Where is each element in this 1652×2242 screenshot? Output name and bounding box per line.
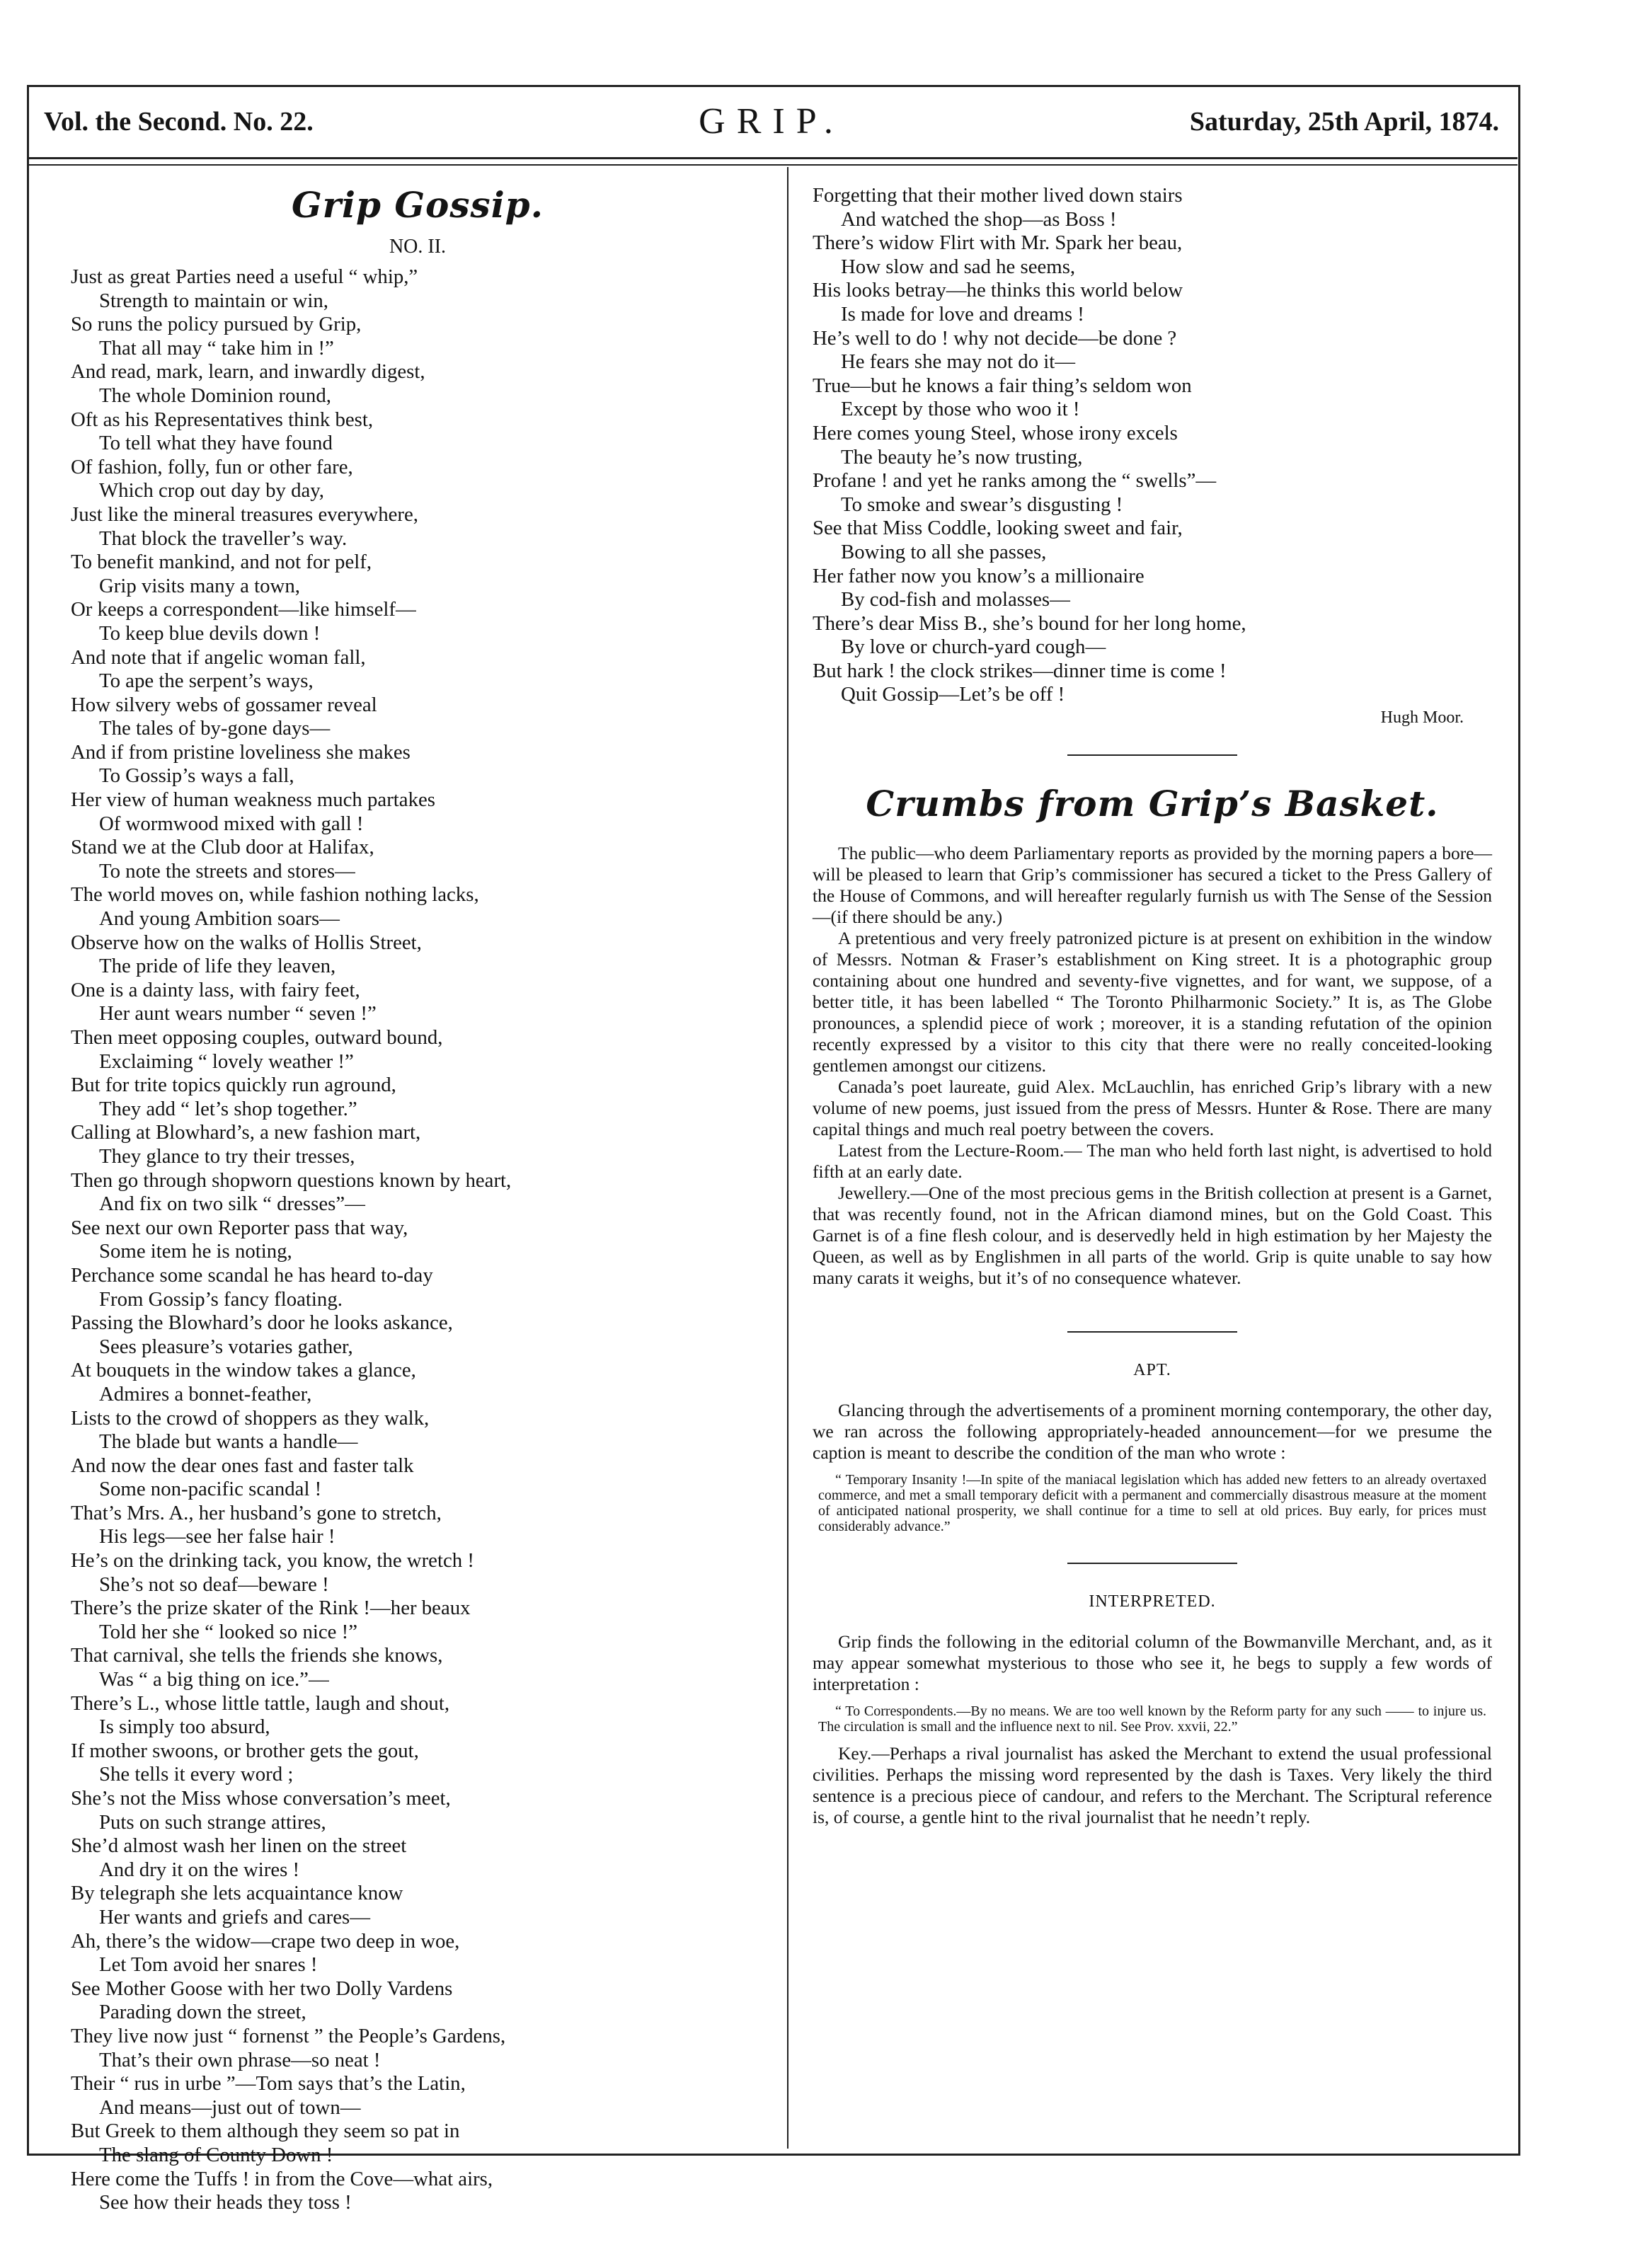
poem-line: Is simply too absurd,	[99, 1715, 270, 1739]
poem-line: To ape the serpent’s ways,	[99, 669, 314, 693]
interpreted-key: Key.—Perhaps a rival journalist has asked the Merchant to extend the usual professional civilities. Perhaps the missing word represented by the dash is Taxes. Very likely the third sentence is a precious piece of candour, and refers to the Merchant. The Scriptural reference is, of course, a gentle hint to the rival journalist that he needn’t reply.	[813, 1743, 1492, 1828]
crumbs-paragraph: The public—who deem Parliamentary reports as provided by the morning papers a bore—will be pleased to learn that Grip’s commissioner has secured a ticket to the Press Gallery of the House of Commons, and will hereafter regularly furnish us with The Sense of the Session—(if there should be any.)	[813, 843, 1492, 928]
poem-line: See that Miss Coddle, looking sweet and fair,	[813, 517, 1183, 540]
poem-line: Her view of human weakness much partakes	[71, 788, 435, 812]
poem-line: There’s widow Flirt with Mr. Spark her beau,	[813, 231, 1183, 255]
poem-line: So runs the policy pursued by Grip,	[71, 313, 362, 336]
section-heading-apt: APT.	[1133, 1361, 1171, 1380]
poem-line: To smoke and swear’s disgusting !	[841, 493, 1123, 516]
poem-line: How silvery webs of gossamer reveal	[71, 693, 377, 716]
poem-line: His legs—see her false hair !	[99, 1525, 335, 1548]
poem-line: Observe how on the walks of Hollis Street,	[71, 931, 422, 954]
poem-line: But hark ! the clock strikes—dinner time is come !	[813, 659, 1227, 682]
poem-line: Passing the Blowhard’s door he looks askance,	[71, 1311, 453, 1335]
poem-line: Ah, there’s the widow—crape two deep in woe,	[71, 1929, 460, 1953]
poem-line: Grip visits many a town,	[99, 574, 300, 597]
poem-line: To keep blue devils down !	[99, 621, 321, 645]
poem-line: Their “ rus in urbe ”—Tom says that’s the Latin,	[71, 2072, 466, 2096]
crumbs-body	[813, 843, 1492, 1289]
poem-line: She’s not so deaf—beware !	[99, 1573, 329, 1596]
poem-line: And note that if angelic woman fall,	[71, 645, 366, 669]
poem-line: To benefit mankind, and not for pelf,	[71, 551, 372, 574]
poem-line: Admires a bonnet-feather,	[99, 1382, 312, 1405]
poem-line: And read, mark, learn, and inwardly digest,	[71, 360, 425, 384]
left-column	[71, 184, 764, 2215]
poem-line: By love or church-yard cough—	[841, 636, 1106, 659]
poem-line: That block the traveller’s way.	[99, 527, 348, 550]
poem-line: The beauty he’s now trusting,	[841, 445, 1083, 468]
poem-line: Then go through shopworn questions known by heart,	[71, 1168, 512, 1192]
interpreted-paragraph: Grip finds the following in the editorial column of the Bowmanville Merchant, and, as it may appear somewhat mysterious to those who see it, he begs to supply a few words of interpretation :	[813, 1631, 1492, 1695]
poem-line: Is made for love and dreams !	[841, 302, 1084, 326]
poem-line: By telegraph she lets acquaintance know	[71, 1882, 403, 1905]
poem-line: To tell what they have found	[99, 432, 333, 455]
poem-line: Some non-pacific scandal !	[99, 1478, 322, 1501]
poem-line: At bouquets in the window takes a glance,	[71, 1359, 416, 1382]
poem-line: She’d almost wash her linen on the street	[71, 1834, 407, 1858]
poem-line: That all may “ take him in !”	[99, 336, 334, 360]
poem-line: Oft as his Representatives think best,	[71, 408, 374, 431]
poem-line: Strength to maintain or win,	[99, 289, 328, 312]
poem-line: There’s the prize skater of the Rink !—her beaux	[71, 1597, 471, 1620]
masthead	[28, 92, 1515, 149]
poem-line: That carnival, she tells the friends she knows,	[71, 1644, 443, 1667]
poem-line: That’s Mrs. A., her husband’s gone to stretch,	[71, 1501, 442, 1524]
poem-line: They glance to try their tresses,	[99, 1144, 355, 1168]
poem-line: True—but he knows a fair thing’s seldom won	[813, 374, 1192, 397]
interpreted-quote: “ To Correspondents.—By no means. We are too well known by the Reform party for any such —— to injure us. The circulation is small and the influence next to nil. See Prov. xxvii, 22.”	[818, 1703, 1486, 1735]
poem-line: The tales of by-gone days—	[99, 717, 331, 740]
poem-line: Of fashion, folly, fun or other fare,	[71, 455, 353, 478]
poem-line: How slow and sad he seems,	[841, 255, 1076, 278]
poem-line: She’s not the Miss whose conversation’s meet,	[71, 1787, 451, 1810]
poem-line: Stand we at the Club door at Halifax,	[71, 836, 374, 859]
poem-line: Just as great Parties need a useful “ whip,”	[71, 265, 418, 288]
poem-line: One is a dainty lass, with fairy feet,	[71, 978, 360, 1001]
column-divider	[787, 167, 788, 2149]
section-heading-interpreted: INTERPRETED.	[1089, 1592, 1216, 1611]
poem-line: There’s L., whose little tattle, laugh and shout,	[71, 1691, 450, 1715]
poem-line: And means—just out of town—	[99, 2096, 361, 2119]
poem-line: Just like the mineral treasures everywhere,	[71, 502, 418, 526]
poem-line: His looks betray—he thinks this world below	[813, 279, 1183, 302]
poem-line: Perchance some scandal he has heard to-day	[71, 1263, 433, 1287]
poem-line: The world moves on, while fashion nothing lacks,	[71, 883, 479, 907]
issue-date: Saturday, 25th April, 1874.	[1189, 107, 1499, 137]
poem-line: And fix on two silk “ dresses”—	[99, 1192, 365, 1216]
article-title-crumbs: Crumbs from Grip’s Basket.	[866, 783, 1439, 825]
poem-line: Profane ! and yet he ranks among the “ swells”—	[813, 469, 1217, 493]
poem-line: Puts on such strange attires,	[99, 1810, 326, 1834]
section-rule	[1067, 1563, 1237, 1564]
right-column	[813, 184, 1492, 1828]
poem-line: See how their heads they toss !	[99, 2191, 352, 2214]
poem-line: She tells it every word ;	[99, 1763, 294, 1786]
poem-gossip-part-2	[813, 184, 1492, 707]
poem-line: And young Ambition soars—	[99, 907, 340, 931]
poem-line: The blade but wants a handle—	[99, 1430, 358, 1454]
masthead-rule-inner	[28, 164, 1518, 166]
volume-number: Vol. the Second. No. 22.	[44, 107, 314, 137]
poem-line: They live now just “ fornenst ” the People’s Gardens,	[71, 2024, 506, 2047]
section-rule	[1067, 754, 1237, 756]
poem-line: Lists to the crowd of shoppers as they walk,	[71, 1406, 430, 1430]
poem-line: Exclaiming “ lovely weather !”	[99, 1050, 354, 1073]
poem-line: Then meet opposing couples, outward bound,	[71, 1026, 443, 1049]
poem-line: Told her she “ looked so nice !”	[99, 1620, 358, 1643]
poem-line: Except by those who woo it !	[841, 398, 1080, 421]
poem-line: See Mother Goose with her two Dolly Vardens	[71, 1977, 453, 2000]
poem-line: They add “ let’s shop together.”	[99, 1097, 357, 1120]
poem-line: See next our own Reporter pass that way,	[71, 1216, 408, 1239]
crumbs-paragraph: A pretentious and very freely patronized picture is at present on exhibition in the window of Messrs. Notman & Fraser’s establishment on King street. It is a photographic group containing about one hundred and seventy-five vignettes, and for want, we suppose, of a better title, it has been labelled “ The Toronto Philharmonic Society.” It is, as The Globe pronounces, a splendid piece of work ; moreover, it is a standing refutation of the opinion recently expressed by a visitor to this city that there were no really conceited-looking gentlemen amongst our citizens.	[813, 928, 1492, 1076]
poem-line: To note the streets and stores—	[99, 859, 355, 883]
poem-line: Calling at Blowhard’s, a new fashion mart,	[71, 1121, 421, 1144]
poem-line: If mother swoons, or brother gets the gout,	[71, 1739, 419, 1762]
section-rule	[1067, 1331, 1237, 1333]
poem-line: Quit Gossip—Let’s be off !	[841, 683, 1065, 706]
poem-line: And watched the shop—as Boss !	[841, 207, 1117, 231]
poem-line: And dry it on the wires !	[99, 1858, 300, 1881]
poem-line: Forgetting that their mother lived down stairs	[813, 184, 1183, 207]
poem-line: Bowing to all she passes,	[841, 540, 1047, 563]
poem-line: And if from pristine loveliness she makes	[71, 740, 411, 764]
poem-line: That’s their own phrase—so neat !	[99, 2048, 381, 2071]
poem-line: He’s well to do ! why not decide—be done ?	[813, 326, 1177, 350]
poem-line: He’s on the drinking tack, you know, the wretch !	[71, 1549, 474, 1573]
poem-line: Or keeps a correspondent—like himself—	[71, 598, 416, 621]
poem-line: Her wants and griefs and cares—	[99, 1905, 371, 1928]
crumbs-paragraph: Jewellery.—One of the most precious gems in the British collection at present is a Garnet, that was recently found, not in the African diamond mines, but on the Gold Coast. This Garnet is of a fine flesh colour, and is deservedly held in high estimation by her Majesty the Queen, as well as by Englishmen in all parts of the world. Grip is quite unable to say how many carats it weighs, but it’s of no consequence whatever.	[813, 1183, 1492, 1289]
poem-line: He fears she may not do it—	[841, 350, 1076, 374]
poem-line: The slang of County Down !	[99, 2143, 333, 2166]
poem-line: Which crop out day by day,	[99, 479, 325, 502]
poem-line: By cod-fish and molasses—	[841, 588, 1070, 611]
poem-line: Here come the Tuffs ! in from the Cove—what airs,	[71, 2167, 493, 2190]
article-title-gossip: Grip Gossip.	[291, 184, 544, 226]
poem-line: Parading down the street,	[99, 2001, 306, 2024]
article-number: NO. II.	[389, 236, 447, 258]
poem-line: Some item he is noting,	[99, 1240, 292, 1263]
crumbs-paragraph: Latest from the Lecture-Room.— The man who held forth last night, is advertised to hold fifth at an early date.	[813, 1140, 1492, 1183]
poem-line: Her father now you know’s a millionaire	[813, 564, 1145, 587]
poem-line: The whole Dominion round,	[99, 384, 331, 407]
poem-line: To Gossip’s ways a fall,	[99, 764, 294, 788]
poem-line: Was “ a big thing on ice.”—	[99, 1668, 329, 1691]
poem-line: Sees pleasure’s votaries gather,	[99, 1335, 353, 1358]
masthead-rule	[28, 157, 1518, 159]
poem-gossip-part-1	[71, 265, 764, 2215]
paper-title: GRIP.	[699, 101, 844, 142]
apt-quote: “ Temporary Insanity !—In spite of the maniacal legislation which has added new fetters to an already overtaxed commerce, and met a small temporary deficit with a permanent and commercially disastrous measure at the moment of anticipated national prosperity, we shall continue for a time to sell at old prices. Buy early, for prices must considerably advance.”	[818, 1472, 1486, 1535]
poem-line: Her aunt wears number “ seven !”	[99, 1002, 377, 1025]
poem-signature: Hugh Moor.	[1380, 708, 1464, 728]
poem-line: The pride of life they leaven,	[99, 955, 336, 978]
poem-line: And now the dear ones fast and faster talk	[71, 1454, 414, 1477]
poem-line: Here comes young Steel, whose irony excels	[813, 421, 1178, 444]
poem-line: Let Tom avoid her snares !	[99, 1953, 318, 1977]
apt-paragraph: Glancing through the advertisements of a prominent morning contemporary, the other day, we ran across the following appropriately-headed announcement—for we presume the caption is meant to describe the condition of the man who wrote :	[813, 1400, 1492, 1464]
poem-line: From Gossip’s fancy floating.	[99, 1287, 343, 1311]
poem-line: But for trite topics quickly run aground,	[71, 1074, 396, 1097]
poem-line: Of wormwood mixed with gall !	[99, 812, 364, 835]
crumbs-paragraph: Canada’s poet laureate, guid Alex. McLauchlin, has enriched Grip’s library with a new volume of new poems, just issued from the press of Messrs. Hunter & Rose. There are many capital things and much real poetry between the covers.	[813, 1076, 1492, 1140]
poem-line: But Greek to them although they seem so pat in	[71, 2120, 460, 2143]
poem-line: There’s dear Miss B., she’s bound for her long home,	[813, 611, 1246, 635]
